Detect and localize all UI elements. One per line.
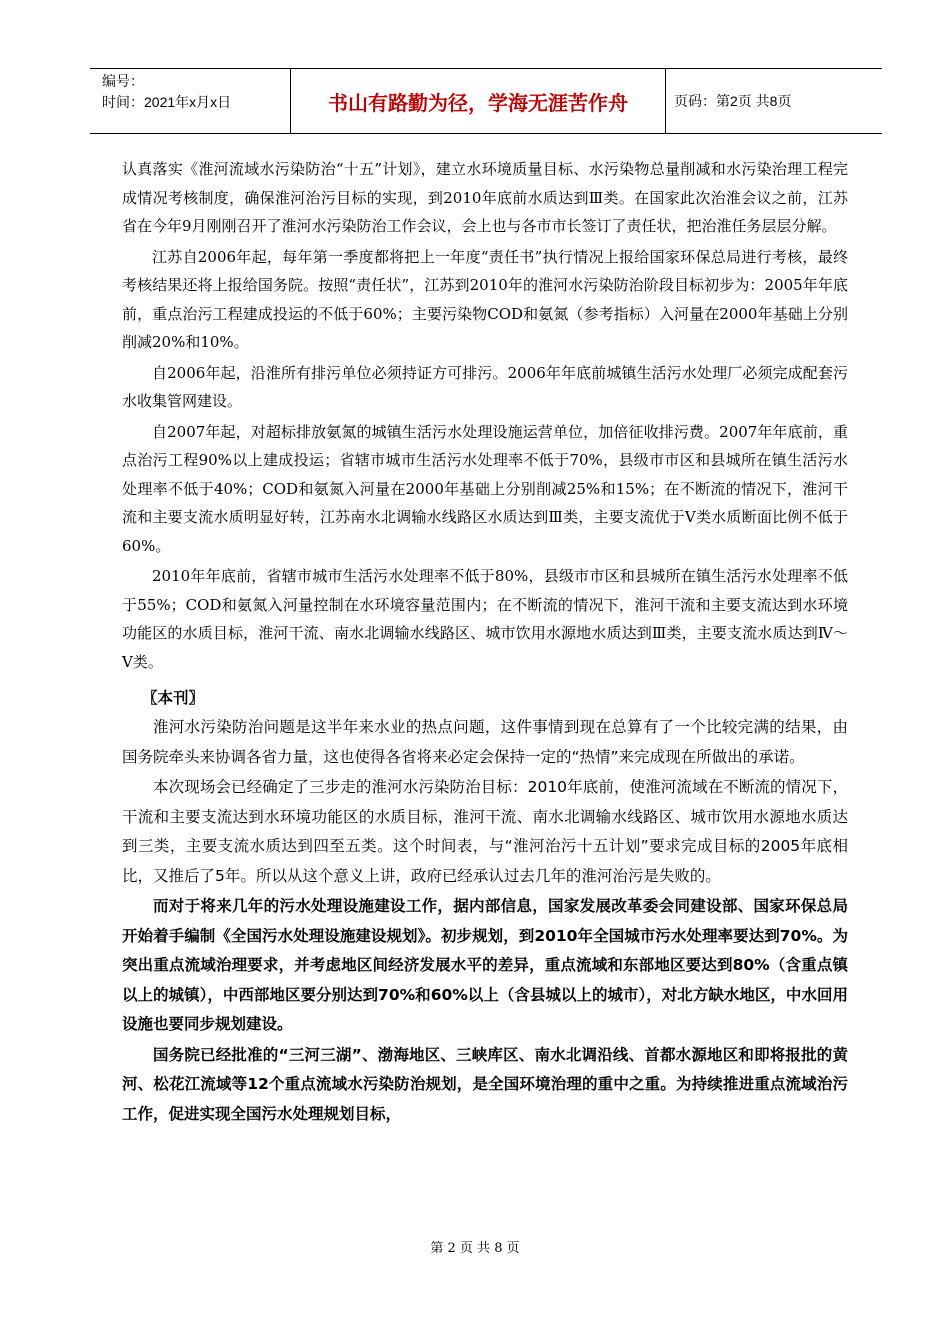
- body-paragraph-5: 2010年年底前，省辖市城市生活污水处理率不低于80%，县级市市区和县城所在镇生活污水处理率不低于55%；COD和氨氮入河量控制在水环境容量范围内；在不断流的情况下，淮河干流和主要支流达到水环境功能区的水质目标，淮河干流、南水北调输水线路区、城市饮用水源地水质达到Ⅲ类，主要支流水质达到Ⅳ～Ⅴ类。: [122, 567, 848, 671]
- section-heading: 〖本刊〗: [142, 689, 205, 707]
- header-page-info: 页码：第2页 共8页: [674, 93, 792, 109]
- page-header: [90, 68, 882, 134]
- body-paragraph-1: 认真落实《淮河流域水污染防治“十五”计划》，建立水环境质量目标、水污染物总量削减和水污染治理工程完成情况考核制度，确保淮河治污目标的实现，到2010年底前水质达到Ⅲ类。在国家此次治淮会议之前，江苏省在今年9月刚刚召开了淮河水污染防治工作会议，会上也与各市市长签订了责任状，把治淮任务层层分解。: [122, 160, 848, 235]
- body-paragraph-4: 自2007年起，对超标排放氨氮的城镇生活污水处理设施运营单位，加倍征收排污费。2007年年底前，重点治污工程90%以上建成投运；省辖市城市生活污水处理率不低于70%，县级市市区和县城所在镇生活污水处理率不低于40%；COD和氨氮入河量在2000年基础上分别削减25%和15%；在不断流的情况下，淮河干流和主要支流水质明显好转，江苏南水北调输水线路区水质达到Ⅲ类，主要支流优于Ⅴ类水质断面比例不低于60%。: [122, 422, 848, 555]
- document-body: [122, 155, 848, 1130]
- header-meta: [90, 69, 290, 133]
- bold-paragraph-1: 而对于将来几年的污水处理设施建设工作，据内部信息，国家发展改革委会同建设部、国家环保总局开始着手编制《全国污水处理设施建设规划》。初步规划，到2010年全国城市污水处理率要达到70%。为突出重点流域治理要求，并考虑地区间经济发展水平的差异，重点流域和东部地区要达到80%（含重点镇以上的城镇），中西部地区要分别达到70%和60%以上（含县城以上的城市），对北方缺水地区，中水回用设施也要同步规划建设。: [122, 897, 848, 1033]
- page-footer: 第 2 页 共 8 页: [430, 1241, 520, 1256]
- document-number-label: 编号：: [102, 73, 144, 89]
- comment-paragraph-2: 本次现场会已经确定了三步走的淮河水污染防治目标：2010年底前，使淮河流域在不断流的情况下，干流和主要支流达到水环境功能区的水质目标，淮河干流、南水北调输水线路区、城市饮用水源地水质达到三类，主要支流水质达到四至五类。这个时间表，与“淮河治污十五计划”要求完成目标的2005年底相比，又推后了5年。所以从这个意义上讲，政府已经承认过去几年的淮河治污是失败的。: [122, 778, 848, 885]
- bold-paragraph-2: 国务院已经批准的“三河三湖”、渤海地区、三峡库区、南水北调沿线、首都水源地区和即将报批的黄河、松花江流域等12个重点流域水污染防治规划，是全国环境治理的重中之重。为持续推进重点流域治污工作，促进实现全国污水处理规划目标，: [122, 1045, 848, 1123]
- comment-paragraph-1: 淮河水污染防治问题是这半年来水业的热点问题，这件事情到现在总算有了一个比较完满的结果，由国务院牵头来协调各省力量，这也使得各省将来必定会保持一定的“热情”来完成现在所做出的承诺。: [122, 718, 848, 766]
- body-paragraph-3: 自2006年起，沿淮所有排污单位必须持证方可排污。2006年年底前城镇生活污水处理厂必须完成配套污水收集管网建设。: [122, 363, 848, 410]
- document-time-label: 时间：2021年x月x日: [102, 94, 232, 110]
- body-paragraph-2: 江苏自2006年起，每年第一季度都将把上一年度“责任书”执行情况上报给国家环保总局进行考核，最终考核结果还将上报给国务院。按照“责任状”，江苏到2010年的淮河水污染防治阶段目标初步为：2005年年底前，重点治污工程建成投运的不低于60%；主要污染物COD和氨氮（参考指标）入河量在2000年基础上分别削减20%和10%。: [122, 247, 848, 351]
- header-motto: 书山有路勤为径，学海无涯苦作舟: [290, 69, 666, 133]
